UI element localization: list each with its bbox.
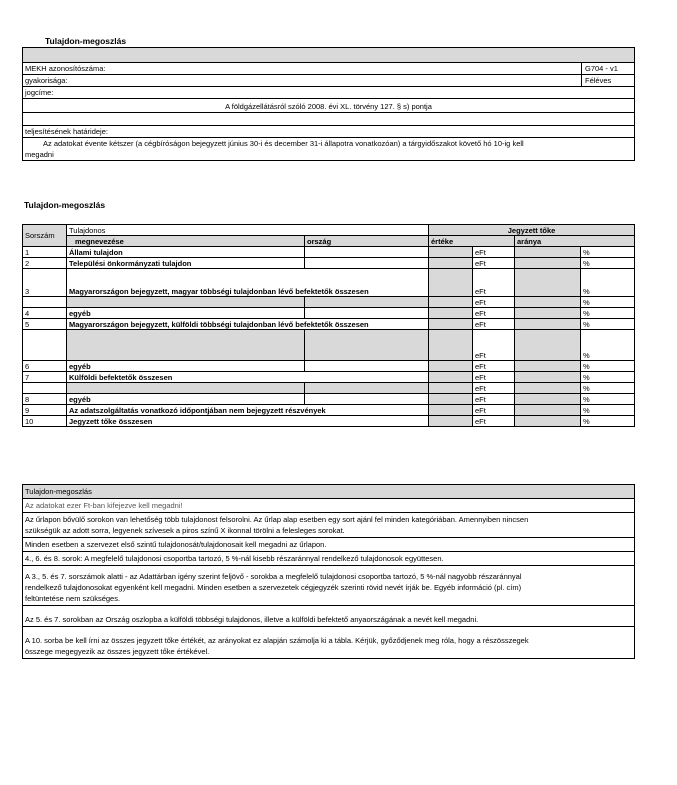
note-1: Az űrlapon bővülő sorokon van lehetőség több tulajdonost felsorolni. Az űrlap alap esetben egy sort ajánl fel minden kategóriában. Amennyiben nincsen szükségük az adott sorra, legyenek szívesek a piros színű X ikonnal törölni a felesleges sorokat.: [23, 513, 634, 538]
table-row-detail: eFt %: [23, 297, 635, 308]
ratio-cell: [515, 372, 581, 383]
ratio-cell: [515, 330, 581, 361]
frequency-label: gyakorisága:: [25, 76, 68, 85]
mekh-label: MEKH azonosítószáma:: [25, 64, 106, 73]
ratio-cell: [515, 258, 581, 269]
value-input[interactable]: [429, 330, 473, 361]
blank-row: [23, 113, 634, 126]
owner-name-input[interactable]: [67, 297, 305, 308]
col-header-aranya: aránya: [515, 236, 635, 247]
table-row: 2 Települési önkormányzati tulajdon eFt %: [23, 258, 635, 269]
col-header-jegyzett: Jegyzett tőke: [429, 225, 635, 236]
table-row: 3 Magyarországon bejegyzett, magyar többségi tulajdonban lévő befektetők összesen eFt %: [23, 269, 635, 297]
ratio-cell: [515, 297, 581, 308]
country-input[interactable]: [305, 297, 429, 308]
header-info-box: [22, 47, 635, 161]
col-header-orszag: ország: [305, 236, 429, 247]
value-input[interactable]: [429, 258, 473, 269]
col-header-sorszam: Sorszám: [23, 225, 67, 247]
table-row-detail: eFt %: [23, 330, 635, 361]
ratio-cell: [515, 308, 581, 319]
value-input[interactable]: [429, 269, 473, 297]
country-input[interactable]: [305, 361, 429, 372]
table-row: 9 Az adatszolgáltatás vonatkozó időpontjában nem bejegyzett részvények eFt %: [23, 405, 635, 416]
col-header-tulajdonos: Tulajdonos: [67, 225, 429, 236]
legal-text: A földgázellátásról szóló 2008. évi XL. törvény 127. § s) pontja: [225, 102, 432, 111]
table-row: 4 egyéb eFt %: [23, 308, 635, 319]
ownership-table: [22, 224, 635, 427]
ratio-cell: [515, 361, 581, 372]
value-input[interactable]: [429, 319, 473, 330]
ratio-cell: [515, 416, 581, 427]
ratio-cell: [515, 319, 581, 330]
mekh-value: G704 - v1: [585, 64, 618, 73]
notes-title: Tulajdon-megoszlás: [23, 485, 634, 499]
ratio-cell: [515, 394, 581, 405]
table-row: 8 egyéb eFt %: [23, 394, 635, 405]
header-grey-bar: [23, 48, 634, 63]
notes-unit: Az adatokat ezer Ft-ban kifejezve kell megadni!: [23, 499, 634, 513]
value-input[interactable]: [429, 383, 473, 394]
legal-text-row: [23, 99, 634, 113]
ratio-cell: [515, 247, 581, 258]
ratio-cell: [515, 269, 581, 297]
table-row: 6 egyéb eFt %: [23, 361, 635, 372]
value-input[interactable]: [429, 405, 473, 416]
frequency-row: [23, 75, 634, 87]
country-input[interactable]: [305, 383, 429, 394]
col-header-erteke: értéke: [429, 236, 515, 247]
country-input[interactable]: [305, 330, 429, 361]
country-input[interactable]: [305, 247, 429, 258]
notes-box: [22, 484, 635, 659]
legal-label-row: [23, 87, 634, 99]
table-row-detail: eFt %: [23, 383, 635, 394]
table-title: Tulajdon-megoszlás: [24, 200, 106, 210]
ratio-cell: [515, 383, 581, 394]
owner-name-input[interactable]: [67, 330, 305, 361]
value-input[interactable]: [429, 372, 473, 383]
table-row: 5 Magyarországon bejegyzett, külföldi többségi tulajdonban lévő befektetők összesen eFt %: [23, 319, 635, 330]
frequency-value: Féléves: [585, 76, 612, 85]
table-row: 1 Állami tulajdon eFt %: [23, 247, 635, 258]
table-row: 7 Külföldi befektetők összesen eFt %: [23, 372, 635, 383]
note-2: Minden esetben a szervezet első szintű tulajdonosát/tulajdonosait kell megadni az űrlapon.: [23, 538, 634, 552]
deadline-label: teljesítésének határideje:: [25, 127, 108, 136]
legal-label: jogcíme:: [25, 88, 54, 97]
value-input[interactable]: [429, 416, 473, 427]
value-input[interactable]: [429, 394, 473, 405]
value-input[interactable]: [429, 297, 473, 308]
country-input[interactable]: [305, 394, 429, 405]
note-6: A 10. sorba be kell írni az összes jegyzett tőke értékét, az arányokat ez alapján számolja ki a tábla. Kérjük, győződjenek meg róla, hogy a részösszegek összege megegyezik az összes jegyzett tőke értékével.: [25, 636, 529, 656]
value-input[interactable]: [429, 361, 473, 372]
deadline-text-2: megadni: [25, 150, 54, 159]
note-3: 4., 6. és 8. sorok: A megfelelő tulajdonosi csoportba tartozó, 5 %-nál kisebb részaránnyal rendelkező tulajdonosok együttesen.: [23, 552, 634, 566]
value-input[interactable]: [429, 308, 473, 319]
deadline-text-row: [23, 138, 634, 160]
country-input[interactable]: [305, 258, 429, 269]
note-4: A 3., 5. és 7. sorszámok alatti - az Adattárban igény szerint feljövő - sorokba a megfelelő tulajdonosi csoportba tartozó, 5 %-nál nagyobb részaránnyal rendelkező tulajdonosokat egyenként kell megadni. Minden esetben a szervezetek cégjegyzék szerinti rövid nevét írják be. Egyéb információ (pl. cím) feltüntetése nem szükséges.: [23, 566, 634, 606]
deadline-label-row: [23, 126, 634, 138]
col-header-megnevezese: megnevezése: [67, 236, 305, 247]
value-input[interactable]: [429, 247, 473, 258]
page-title: Tulajdon-megoszlás: [45, 36, 127, 46]
table-row: 10 Jegyzett tőke összesen eFt %: [23, 416, 635, 427]
mekh-row: [23, 63, 634, 75]
deadline-text-1: Az adatokat évente kétszer (a cégbíróságon bejegyzett június 30-i és december 31-i állapotra vonatkozóan) a tárgyidőszakot követő hó 10-ig kell: [43, 139, 524, 148]
country-input[interactable]: [305, 308, 429, 319]
owner-name-input[interactable]: [67, 383, 305, 394]
ratio-cell: [515, 405, 581, 416]
note-5: Az 5. és 7. sorokban az Ország oszlopba a külföldi többségi tulajdonos, illetve a külföldi befektető anyaországának a nevét kell megadni.: [23, 606, 634, 627]
